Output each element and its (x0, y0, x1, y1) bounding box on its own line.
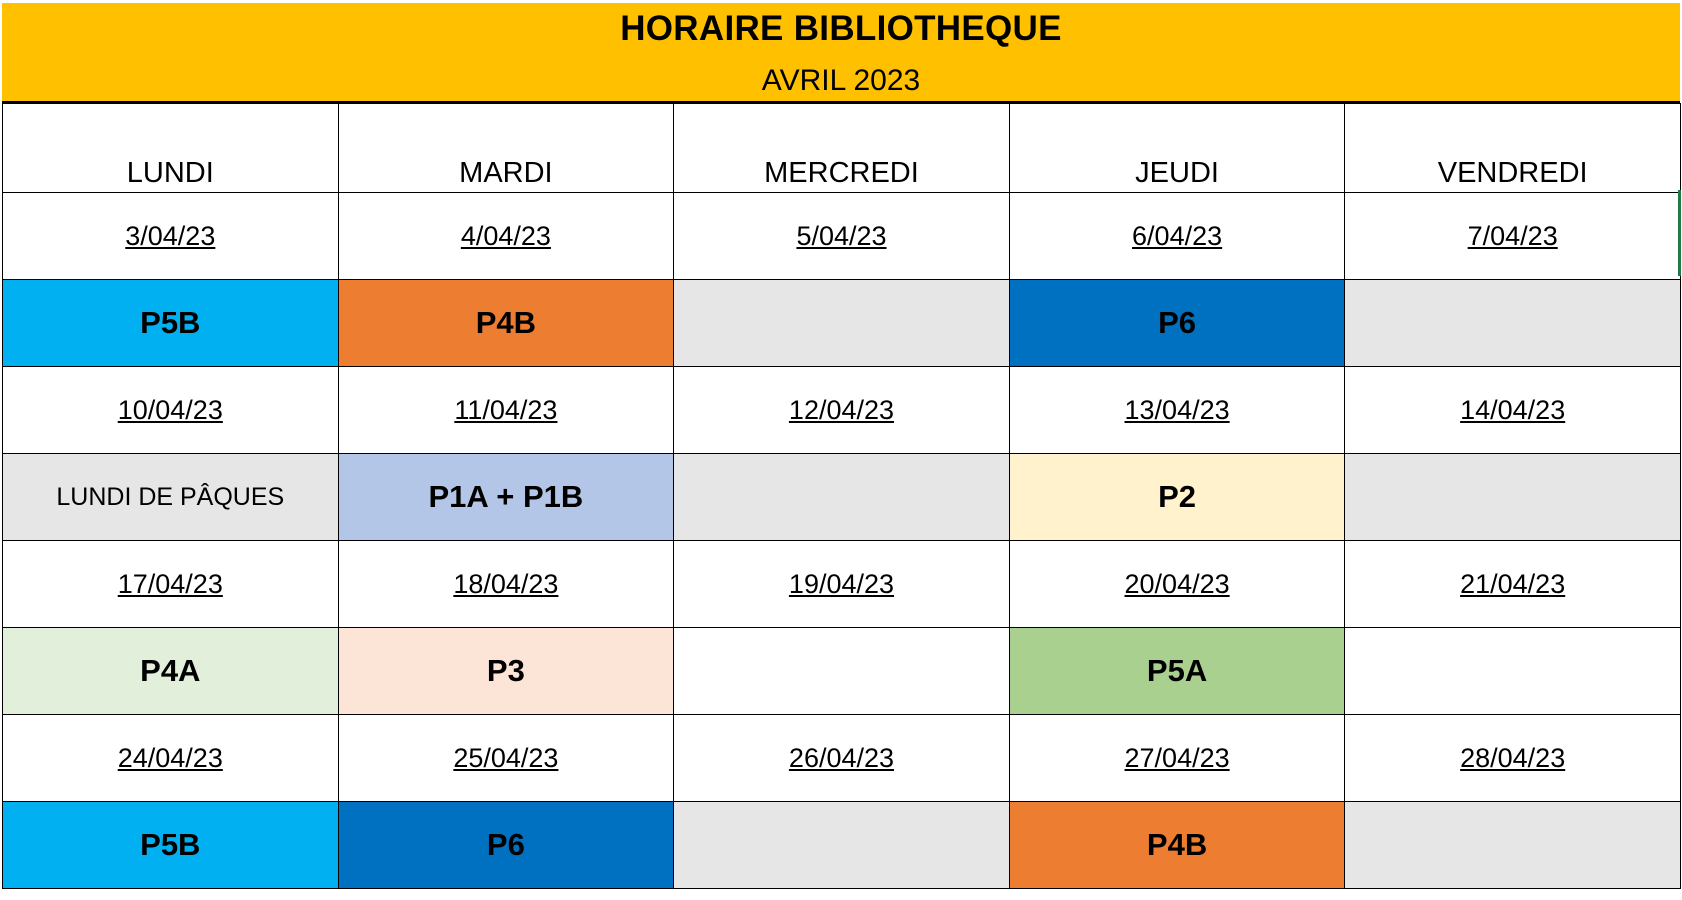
weekday-cell[interactable]: LUNDI (3, 104, 339, 193)
schedule-title: HORAIRE BIBLIOTHEQUE (620, 9, 1062, 48)
class-row (3, 802, 1681, 889)
weekday-cell[interactable]: VENDREDI (1345, 104, 1681, 193)
class-cell[interactable] (1345, 280, 1681, 367)
weekday-cell[interactable]: MARDI (338, 104, 674, 193)
date-cell[interactable]: 18/04/23 (338, 541, 674, 628)
class-row (3, 280, 1681, 367)
schedule-header (2, 3, 1680, 103)
class-cell[interactable] (1345, 454, 1681, 541)
date-cell[interactable]: 24/04/23 (3, 715, 339, 802)
class-cell[interactable]: P4B (338, 280, 674, 367)
class-cell[interactable]: P4A (3, 628, 339, 715)
date-cell[interactable]: 14/04/23 (1345, 367, 1681, 454)
date-cell[interactable]: 28/04/23 (1345, 715, 1681, 802)
date-row (3, 715, 1681, 802)
date-cell[interactable]: 27/04/23 (1009, 715, 1345, 802)
schedule-month: AVRIL 2023 (761, 64, 921, 97)
class-cell[interactable]: P5A (1009, 628, 1345, 715)
class-row (3, 628, 1681, 715)
date-row (3, 193, 1681, 280)
date-cell[interactable]: 5/04/23 (674, 193, 1010, 280)
date-cell[interactable]: 6/04/23 (1009, 193, 1345, 280)
class-cell[interactable]: P5B (3, 802, 339, 889)
date-row (3, 367, 1681, 454)
class-cell[interactable] (674, 628, 1010, 715)
class-cell[interactable]: P5B (3, 280, 339, 367)
date-cell[interactable]: 3/04/23 (3, 193, 339, 280)
date-cell[interactable]: 25/04/23 (338, 715, 674, 802)
class-row (3, 454, 1681, 541)
date-cell[interactable]: 7/04/23 (1345, 193, 1681, 280)
class-cell[interactable]: P3 (338, 628, 674, 715)
class-cell[interactable]: P6 (1009, 280, 1345, 367)
date-cell[interactable]: 19/04/23 (674, 541, 1010, 628)
class-cell[interactable] (674, 454, 1010, 541)
class-cell[interactable] (674, 280, 1010, 367)
schedule-table (2, 103, 1681, 889)
date-cell[interactable]: 4/04/23 (338, 193, 674, 280)
holiday-cell[interactable]: LUNDI DE PÂQUES (3, 454, 339, 541)
class-cell[interactable] (674, 802, 1010, 889)
selected-cell-edge (1678, 190, 1681, 276)
class-cell[interactable]: P2 (1009, 454, 1345, 541)
date-cell[interactable]: 26/04/23 (674, 715, 1010, 802)
class-cell[interactable]: P6 (338, 802, 674, 889)
date-cell[interactable]: 12/04/23 (674, 367, 1010, 454)
weekday-header-row (3, 104, 1681, 193)
date-cell[interactable]: 20/04/23 (1009, 541, 1345, 628)
weekday-cell[interactable]: JEUDI (1009, 104, 1345, 193)
class-cell[interactable] (1345, 802, 1681, 889)
class-cell[interactable]: P1A + P1B (338, 454, 674, 541)
date-row (3, 541, 1681, 628)
date-cell[interactable]: 10/04/23 (3, 367, 339, 454)
date-cell[interactable]: 21/04/23 (1345, 541, 1681, 628)
weekday-cell[interactable]: MERCREDI (674, 104, 1010, 193)
class-cell[interactable] (1345, 628, 1681, 715)
date-cell[interactable]: 11/04/23 (338, 367, 674, 454)
date-cell[interactable]: 13/04/23 (1009, 367, 1345, 454)
class-cell[interactable]: P4B (1009, 802, 1345, 889)
date-cell[interactable]: 17/04/23 (3, 541, 339, 628)
